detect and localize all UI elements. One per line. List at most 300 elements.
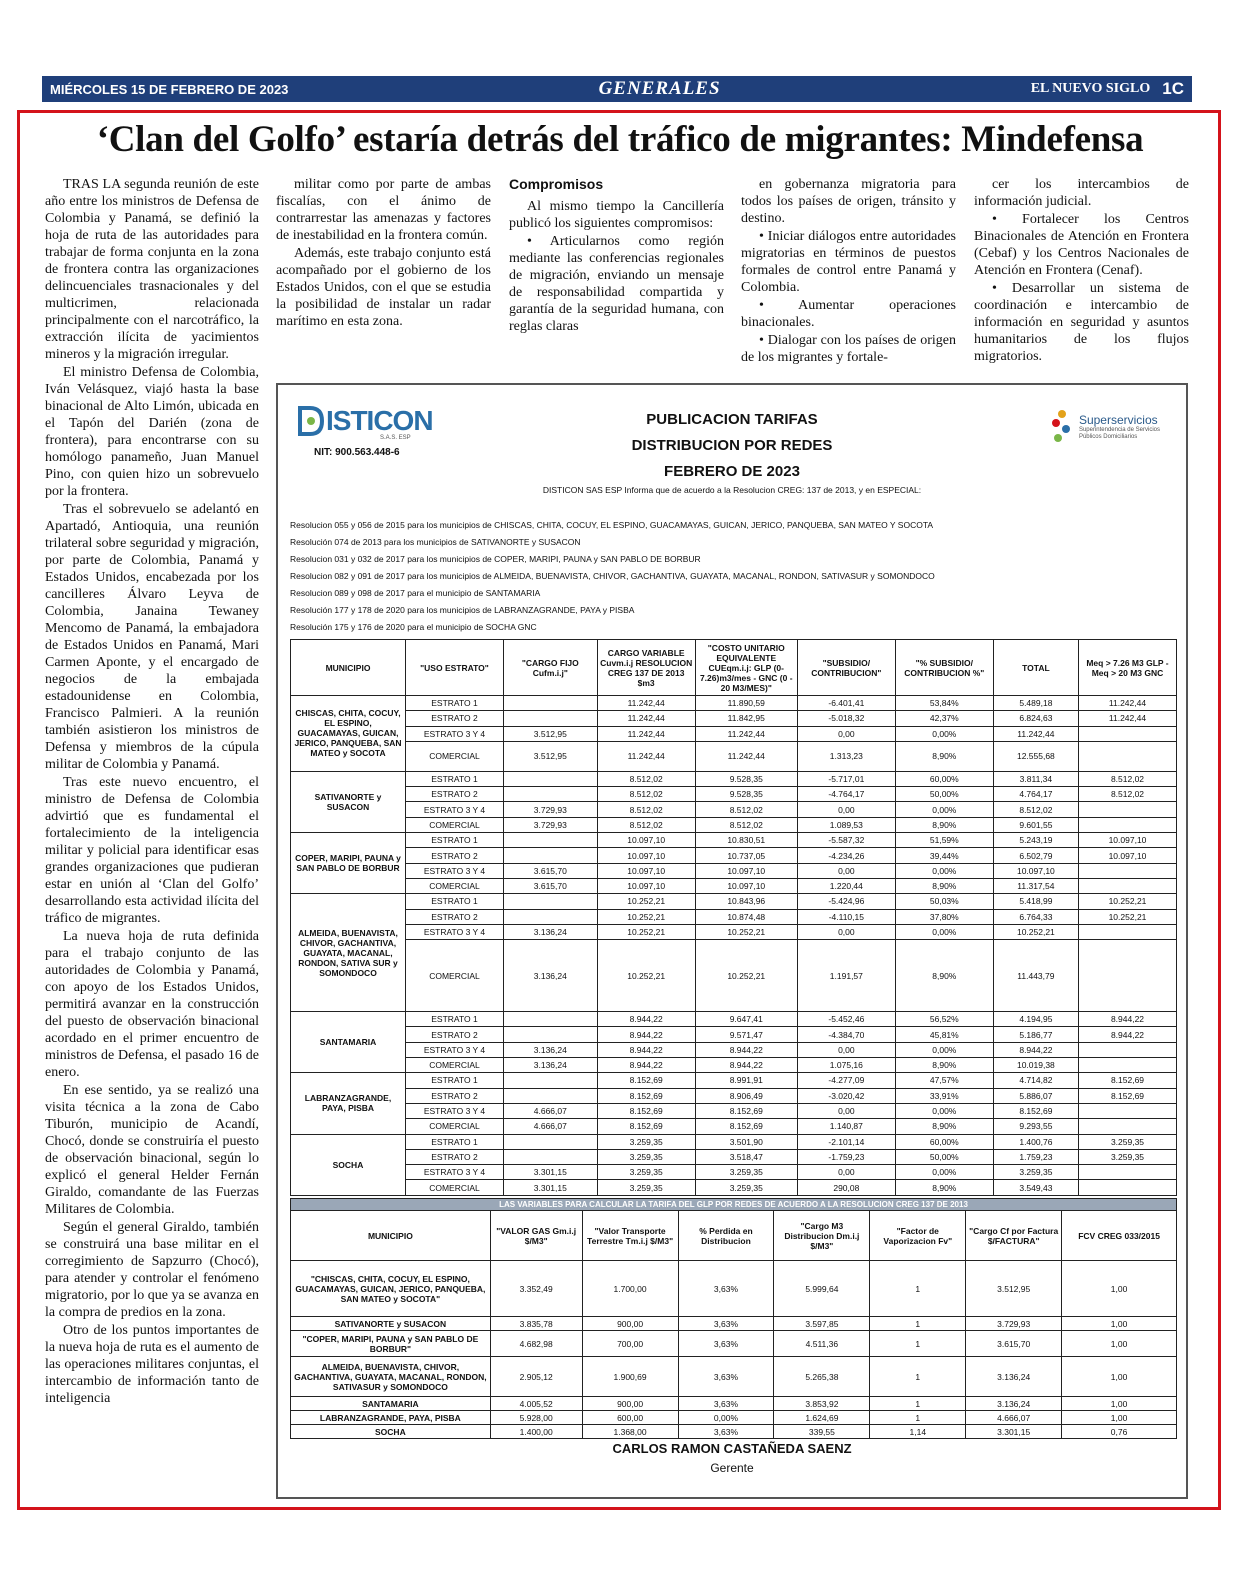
table-cell: 0,00% [895,1042,993,1057]
table-cell [503,1073,597,1088]
table-cell: 1.191,57 [797,940,895,1012]
table-row [291,940,1177,1012]
table-row [291,848,1177,863]
table-cell: 1,00 [1062,1357,1177,1397]
table-cell: 3.501,90 [695,1134,797,1149]
table-cell: 10.097,10 [597,863,695,878]
table-cell: 6.502,79 [993,848,1078,863]
table-cell: 3.729,93 [503,817,597,832]
table-cell: 10.252,21 [597,894,695,909]
table-cell [1078,1058,1176,1073]
resolution-line: Resolucion 089 y 098 de 2017 para el municipio de SANTAMARIA [290,588,541,598]
resolution-line: Resolucion 031 y 032 de 2017 para los municipios de COPER, MARIPI, PAUNA y SAN PABLO DE BORBUR [290,554,701,564]
tariff-table-header-cell: "USO ESTRATO" [406,640,504,696]
table-cell: 8.991,91 [695,1073,797,1088]
table-cell [503,833,597,848]
col5-paragraph: cer los intercambios de información judicial. [974,177,1189,209]
table-cell: 339,55 [774,1425,870,1439]
variables-table-header-cell: "VALOR GAS Gm.i.j $/M3" [490,1211,582,1261]
table-cell: ESTRATO 3 Y 4 [406,802,504,817]
table-cell: ESTRATO 3 Y 4 [406,863,504,878]
table-cell: 10.737,05 [695,848,797,863]
table-cell: 1 [870,1317,966,1331]
table-cell: 0,00% [895,863,993,878]
table-row [291,1425,1177,1439]
table-cell: 3.512,95 [503,726,597,741]
tariff-table-header-cell: CARGO VARIABLE Cuvm.i.j RESOLUCION CREG 137 DE 2013 $m3 [597,640,695,696]
table-row [291,1397,1177,1411]
table-cell: ESTRATO 2 [406,787,504,802]
tariff-table-header-cell: "SUBSIDIO/ CONTRIBUCION" [797,640,895,696]
table-cell: 8.152,69 [597,1103,695,1118]
table-cell [503,894,597,909]
table-cell: -5.587,32 [797,833,895,848]
table-cell: 290,08 [797,1180,895,1195]
table-cell: 10.252,21 [597,909,695,924]
table-cell: 3.549,43 [993,1180,1078,1195]
table-cell: 11.242,44 [597,696,695,711]
table-cell: COMERCIAL [406,878,504,893]
variables-band-row [291,1199,1177,1211]
table-cell: 50,00% [895,1149,993,1164]
table-cell: 10.252,21 [597,924,695,939]
table-cell: 10.252,21 [993,924,1078,939]
table-cell: 3.729,93 [503,802,597,817]
table-cell: COMERCIAL [406,817,504,832]
table-cell: 11.443,79 [993,940,1078,1012]
article-column-1 [45,176,259,1408]
table-cell: 10.097,10 [695,863,797,878]
tariff-table-header [291,640,1177,696]
table-row [291,1073,1177,1088]
header-date: MIÉRCOLES 15 DE FEBRERO DE 2023 [50,81,289,97]
table-cell: 8.512,02 [597,771,695,786]
table-cell [503,711,597,726]
table-cell: 60,00% [895,771,993,786]
col4-paragraph: • Iniciar diálogos entre autoridades migratorias en términos de puestos formales de control entre Panamá y Colombia. [741,229,956,295]
municipio-cell: "CHISCAS, CHITA, COCUY, EL ESPINO, GUACAMAYAS, GUICAN, JERICO, PANQUEBA, SAN MATEO y SOCOTA" [291,1261,491,1317]
disticon-logo-text: ISTICON [326,405,433,436]
table-cell: 4.666,07 [966,1411,1062,1425]
table-cell: 3.259,35 [695,1180,797,1195]
table-row [291,771,1177,786]
table-cell: 1 [870,1261,966,1317]
table-cell: COMERCIAL [406,940,504,1012]
table-cell: 10.252,21 [1078,894,1176,909]
table-cell: 8.512,02 [597,787,695,802]
table-row [291,1042,1177,1057]
table-row [291,1119,1177,1134]
table-cell: ESTRATO 2 [406,1149,504,1164]
table-cell: 3,63% [678,1357,774,1397]
table-cell: 1.700,00 [582,1261,678,1317]
table-cell [1078,802,1176,817]
table-cell: 5.886,07 [993,1088,1078,1103]
table-cell [503,1027,597,1042]
col4-paragraph: • Dialogar con los países de origen de los migrantes y fortale- [741,333,956,365]
table-cell: ESTRATO 1 [406,894,504,909]
table-cell: 1 [870,1331,966,1357]
table-row [291,817,1177,832]
table-cell: 8.944,22 [597,1027,695,1042]
table-cell: 1.400,76 [993,1134,1078,1149]
table-cell: 45,81% [895,1027,993,1042]
table-cell: 10.097,10 [597,848,695,863]
table-cell [1078,1103,1176,1118]
table-cell [503,787,597,802]
municipio-cell: ALMEIDA, BUENAVISTA, CHIVOR, GACHANTIVA, GUAYATA, MACANAL, RONDON, SATIVA SUR y SOMONDOCO [291,894,406,1012]
table-cell: 3.136,24 [966,1397,1062,1411]
table-cell: 1 [870,1411,966,1425]
table-cell: 10.252,21 [1078,909,1176,924]
table-cell: 0,00 [797,1165,895,1180]
resolution-line: Resolucion 055 y 056 de 2015 para los municipios de CHISCAS, CHITA, COCUY, EL ESPINO, GUACAMAYAS, GUICAN, JERICO, PANQUEBA, SAN MATEO Y SOCOTA [290,520,934,530]
table-cell: 1 [870,1397,966,1411]
table-cell: 10.843,96 [695,894,797,909]
table-cell: 5.186,77 [993,1027,1078,1042]
table-cell [503,696,597,711]
table-cell: 3.729,93 [966,1317,1062,1331]
table-cell: 10.252,21 [695,940,797,1012]
table-cell: 600,00 [582,1411,678,1425]
table-cell: 37,80% [895,909,993,924]
table-cell: ESTRATO 1 [406,1073,504,1088]
table-cell: ESTRATO 2 [406,711,504,726]
table-cell: 8.512,02 [1078,787,1176,802]
table-row [291,878,1177,893]
table-cell: 8,90% [895,940,993,1012]
table-cell: 3.136,24 [503,1042,597,1057]
article-column-5 [974,176,1189,366]
table-row [291,787,1177,802]
table-cell: 4.194,95 [993,1012,1078,1027]
table-cell: 3.301,15 [966,1425,1062,1439]
table-cell: 42,37% [895,711,993,726]
table-row [291,1058,1177,1073]
table-cell: ESTRATO 1 [406,833,504,848]
table-cell: 8.152,69 [597,1088,695,1103]
table-cell: 8.152,69 [1078,1088,1176,1103]
table-cell [1078,1180,1176,1195]
table-cell: 1.220,44 [797,878,895,893]
table-cell: 10.097,10 [695,878,797,893]
table-cell: 0,00 [797,726,895,741]
table-cell: COMERCIAL [406,1119,504,1134]
table-cell: 11.890,59 [695,696,797,711]
table-cell [503,848,597,863]
table-cell: ESTRATO 3 Y 4 [406,1042,504,1057]
table-cell: 8.944,22 [993,1042,1078,1057]
table-cell: 11.242,44 [597,711,695,726]
disticon-logo-sub: S.A.S. ESP [380,435,411,441]
table-cell: 8,90% [895,878,993,893]
table-cell: ESTRATO 3 Y 4 [406,1103,504,1118]
table-row [291,1088,1177,1103]
col1-paragraph: La nueva hoja de ruta definida para el trabajo conjunto de las autoridades de Colombia y Panamá, con apoyo de los Estados Unidos, permitirá avanzar en la construcción del puesto de observación binacional acordado en el primer encuentro de ministros de Defensa, el pasado 16 de enero. [45,929,259,1080]
table-cell: 4.005,52 [490,1397,582,1411]
table-cell: 0,00 [797,863,895,878]
tariff-table-header-cell: "COSTO UNITARIO EQUIVALENTE CUEqm.i.j: GLP (0-7.26)m3/mes - GNC (0 - 20 M3/MES)" [695,640,797,696]
table-cell: COMERCIAL [406,741,504,771]
table-cell [1078,878,1176,893]
table-cell: 9.571,47 [695,1027,797,1042]
table-cell: 10.019,38 [993,1058,1078,1073]
table-cell: ESTRATO 3 Y 4 [406,924,504,939]
table-cell: 0,76 [1062,1425,1177,1439]
table-row [291,909,1177,924]
table-cell: 5.243,19 [993,833,1078,848]
col1-paragraph: Tras el sobrevuelo se adelantó en Apartadó, Antioquia, una reunión trilateral sobre seguridad y migración, por parte de Colombia, Panamá y Estados Unidos, encabezada por los cancilleres Álvaro Leyva de Colombia, Janaina Tewaney Mencomo de Panamá, la embajadora de Estados Unidos en Panamá, Mari Carmen Aponte, y el encargado de negocios de la embajada estadounidense en Colombia, Francisco Palmieri. A la reunión también asistieron los ministros de Defensa y miembros de la cúpula militar de Colombia y Panamá. [45,502,259,772]
table-cell [1078,741,1176,771]
table-cell [1078,863,1176,878]
variables-table-header-cell: "Factor de Vaporizacion Fv" [870,1211,966,1261]
table-cell: -1.759,23 [797,1149,895,1164]
table-cell: 11.242,44 [597,726,695,741]
table-cell: 1.900,69 [582,1357,678,1397]
table-cell: 8.152,69 [597,1119,695,1134]
table-cell: 3.352,49 [490,1261,582,1317]
table-cell: 9.601,55 [993,817,1078,832]
table-cell: 1,00 [1062,1411,1177,1425]
resolution-line: Resolución 175 y 176 de 2020 para el municipio de SOCHA GNC [290,622,537,632]
table-cell: 11.242,44 [993,726,1078,741]
col1-paragraph: En ese sentido, ya se realizó una visita técnica a la zona de Cabo Tiburón, municipio de Acandí, Chocó, donde se construiría el puesto de observación binacional, según lo explicó el general Helder Fernán Giraldo, comandante de las Fuerzas Militares de Colombia. [45,1083,259,1217]
table-row [291,833,1177,848]
table-cell: 1.400,00 [490,1425,582,1439]
table-cell: 3.136,24 [503,1058,597,1073]
table-cell [1078,1042,1176,1057]
table-cell: 3.136,24 [966,1357,1062,1397]
tariff-table-header-cell: Meq > 7.26 M3 GLP - Meq > 20 M3 GNC [1078,640,1176,696]
table-cell: 700,00 [582,1331,678,1357]
table-cell: 4.666,07 [503,1103,597,1118]
table-cell: 10.097,10 [597,878,695,893]
col4-paragraph: en gobernanza migratoria para todos los países de origen, tránsito y destino. [741,177,956,226]
table-cell: 3.853,92 [774,1397,870,1411]
table-cell: 11.242,44 [695,726,797,741]
municipio-cell: SANTAMARIA [291,1012,406,1073]
table-cell [1078,924,1176,939]
table-cell: 10.097,10 [597,833,695,848]
table-cell: 3.259,35 [695,1165,797,1180]
table-row [291,1261,1177,1317]
tariff-table-header-cell: TOTAL [993,640,1078,696]
variables-table-header [291,1211,1177,1261]
table-row [291,1165,1177,1180]
table-cell: ESTRATO 3 Y 4 [406,1165,504,1180]
table-row [291,1411,1177,1425]
table-cell: -4.234,26 [797,848,895,863]
table-cell: 4.682,98 [490,1331,582,1357]
table-cell: 3.835,78 [490,1317,582,1331]
signer-role: Gerente [710,1461,754,1475]
table-cell [1078,1165,1176,1180]
tariff-advertisement [276,383,1188,1499]
table-row [291,802,1177,817]
table-cell: 0,00% [895,726,993,741]
table-cell [1078,940,1176,1012]
superservicios-sub-1: Superintendencia de Servicios [1078,427,1160,433]
table-cell: 8.152,69 [597,1073,695,1088]
header-page-number: 1C [1162,79,1184,98]
header-right [1031,79,1184,99]
table-cell: 8.944,22 [597,1042,695,1057]
table-cell: -4.384,70 [797,1027,895,1042]
table-cell: 6.764,33 [993,909,1078,924]
table-cell: 4.511,36 [774,1331,870,1357]
table-row [291,1317,1177,1331]
table-row [291,696,1177,711]
table-cell: 8.944,22 [1078,1027,1176,1042]
table-cell: 10.097,10 [993,863,1078,878]
table-row [291,726,1177,741]
table-row [291,1331,1177,1357]
table-cell: 3.597,85 [774,1317,870,1331]
table-cell: 3.259,35 [1078,1149,1176,1164]
table-cell: 5.489,18 [993,696,1078,711]
table-cell: 1,00 [1062,1397,1177,1411]
header-paper-name: EL NUEVO SIGLO [1030,81,1151,96]
municipio-cell: SANTAMARIA [291,1397,491,1411]
table-cell: 47,57% [895,1073,993,1088]
table-cell: 4.714,82 [993,1073,1078,1088]
table-cell: 11.317,54 [993,878,1078,893]
table-cell: 3.615,70 [966,1331,1062,1357]
variables-table-header-cell: MUNICIPIO [291,1211,491,1261]
table-cell: 3,63% [678,1331,774,1357]
table-cell: 3,63% [678,1397,774,1411]
table-cell: 9.647,41 [695,1012,797,1027]
header-section: GENERALES [598,78,721,99]
table-cell: -2.101,14 [797,1134,895,1149]
col4-paragraph: • Aumentar operaciones binacionales. [741,298,956,330]
table-cell [503,771,597,786]
table-cell: 3.301,15 [503,1180,597,1195]
table-cell: 1.624,69 [774,1411,870,1425]
table-cell: 11.242,44 [1078,711,1176,726]
table-cell: ESTRATO 2 [406,909,504,924]
ad-title-line-3: FEBRERO DE 2023 [664,463,800,480]
table-cell: ESTRATO 1 [406,1012,504,1027]
col3-paragraph: • Articularnos como región mediante las conferencias regionales de migración, enviando un mensaje de responsabilidad compartida y garantía de la seguridad humana, con reglas claras [509,234,724,334]
table-cell: 10.830,51 [695,833,797,848]
table-cell: ESTRATO 2 [406,1088,504,1103]
table-cell: 5.999,64 [774,1261,870,1317]
table-cell: 900,00 [582,1397,678,1411]
table-cell: 8.512,02 [695,802,797,817]
tariff-table [290,639,1177,1196]
table-cell: 0,00 [797,802,895,817]
table-cell: -5.018,32 [797,711,895,726]
table-cell [503,1012,597,1027]
table-row [291,924,1177,939]
table-cell: -4.277,09 [797,1073,895,1088]
table-cell: 10.097,10 [1078,848,1176,863]
table-cell: 8.944,22 [695,1042,797,1057]
table-cell: 10.874,48 [695,909,797,924]
table-cell: -6.401,41 [797,696,895,711]
table-cell: ESTRATO 1 [406,1134,504,1149]
table-cell: -3.020,42 [797,1088,895,1103]
table-cell: ESTRATO 3 Y 4 [406,726,504,741]
table-cell: ESTRATO 2 [406,848,504,863]
table-cell: 3.259,35 [597,1165,695,1180]
table-cell [1078,1119,1176,1134]
table-cell: 8.512,02 [993,802,1078,817]
table-cell: 11.242,44 [695,741,797,771]
table-cell: -5.717,01 [797,771,895,786]
table-cell: 1.089,53 [797,817,895,832]
table-cell: 10.097,10 [1078,833,1176,848]
table-cell: 3.259,35 [597,1180,695,1195]
table-cell [1078,726,1176,741]
variables-table [290,1198,1177,1439]
table-cell: COMERCIAL [406,1180,504,1195]
table-cell [503,1134,597,1149]
municipio-cell: CHISCAS, CHITA, COCUY, EL ESPINO, GUACAMAYAS, GUICAN, JERICO, PANQUEBA, SAN MATEO y SOCOTA [291,696,406,772]
table-cell: 4.764,17 [993,787,1078,802]
table-cell: 8,90% [895,1119,993,1134]
table-cell: COMERCIAL [406,1058,504,1073]
table-cell: 3,63% [678,1261,774,1317]
table-row [291,1012,1177,1027]
table-row [291,863,1177,878]
table-cell: 1.368,00 [582,1425,678,1439]
table-cell: 3.259,35 [597,1149,695,1164]
table-cell: 3.259,35 [597,1134,695,1149]
table-cell: 1,14 [870,1425,966,1439]
table-cell: -4.764,17 [797,787,895,802]
table-row [291,1357,1177,1397]
table-cell: 8.152,69 [695,1103,797,1118]
table-cell: 3.518,47 [695,1149,797,1164]
table-row [291,1134,1177,1149]
ad-title-line-1: PUBLICACION TARIFAS [646,411,818,428]
table-cell: 12.555,68 [993,741,1078,771]
table-cell: 5.418,99 [993,894,1078,909]
page-header-bar [42,76,1192,102]
col2-paragraph: militar como por parte de ambas fiscalías, con el ánimo de contrarrestar las amenazas y factores de inestabilidad en la frontera común. [276,177,491,243]
table-cell: 1.313,23 [797,741,895,771]
tariff-table-header-cell: "% SUBSIDIO/ CONTRIBUCION %" [895,640,993,696]
municipio-cell: COPER, MARIPI, PAUNA y SAN PABLO DE BORBUR [291,833,406,894]
table-cell: 9.528,35 [695,787,797,802]
table-cell: 8.152,69 [1078,1073,1176,1088]
table-cell: 3.512,95 [503,741,597,771]
table-cell: 1.075,16 [797,1058,895,1073]
table-row [291,1103,1177,1118]
table-cell: 0,00% [895,1103,993,1118]
table-cell: 53,84% [895,696,993,711]
table-cell: 8.944,22 [597,1058,695,1073]
table-cell: -5.452,46 [797,1012,895,1027]
variables-table-header-cell: % Perdida en Distribucion [678,1211,774,1261]
col1-paragraph: Según el general Giraldo, también se construirá una base militar en el corregimiento de Sapzurro (Chocó), para atender y controlar el fenómeno migratorio, por lo que ya se avanza en la compra de predios en la zona. [45,1220,259,1320]
table-cell: 9.293,55 [993,1119,1078,1134]
table-cell: 3.136,24 [503,924,597,939]
table-cell: 51,59% [895,833,993,848]
table-cell: 8.152,69 [695,1119,797,1134]
variables-band: LAS VARIABLES PARA CALCULAR LA TARIFA DEL GLP POR REDES DE ACUERDO A LA RESOLUCION CREG 137 DE 2013 [291,1199,1177,1211]
col5-paragraph: • Fortalecer los Centros Binacionales de Atención en Frontera (Cebaf) y los Centros Nacionales de Atención en Frontera (Cenaf). [974,212,1189,278]
resolution-line: Resolución 177 y 178 de 2020 para los municipios de LABRANZAGRANDE, PAYA y PISBA [290,605,635,615]
table-cell: 0,00 [797,1103,895,1118]
table-cell: 5.928,00 [490,1411,582,1425]
table-cell: 0,00 [797,924,895,939]
table-cell: 1.759,23 [993,1149,1078,1164]
tariff-table-header-cell: "CARGO FIJO Cufm.i.j" [503,640,597,696]
ad-title-line-2: DISTRIBUCION POR REDES [631,437,833,454]
